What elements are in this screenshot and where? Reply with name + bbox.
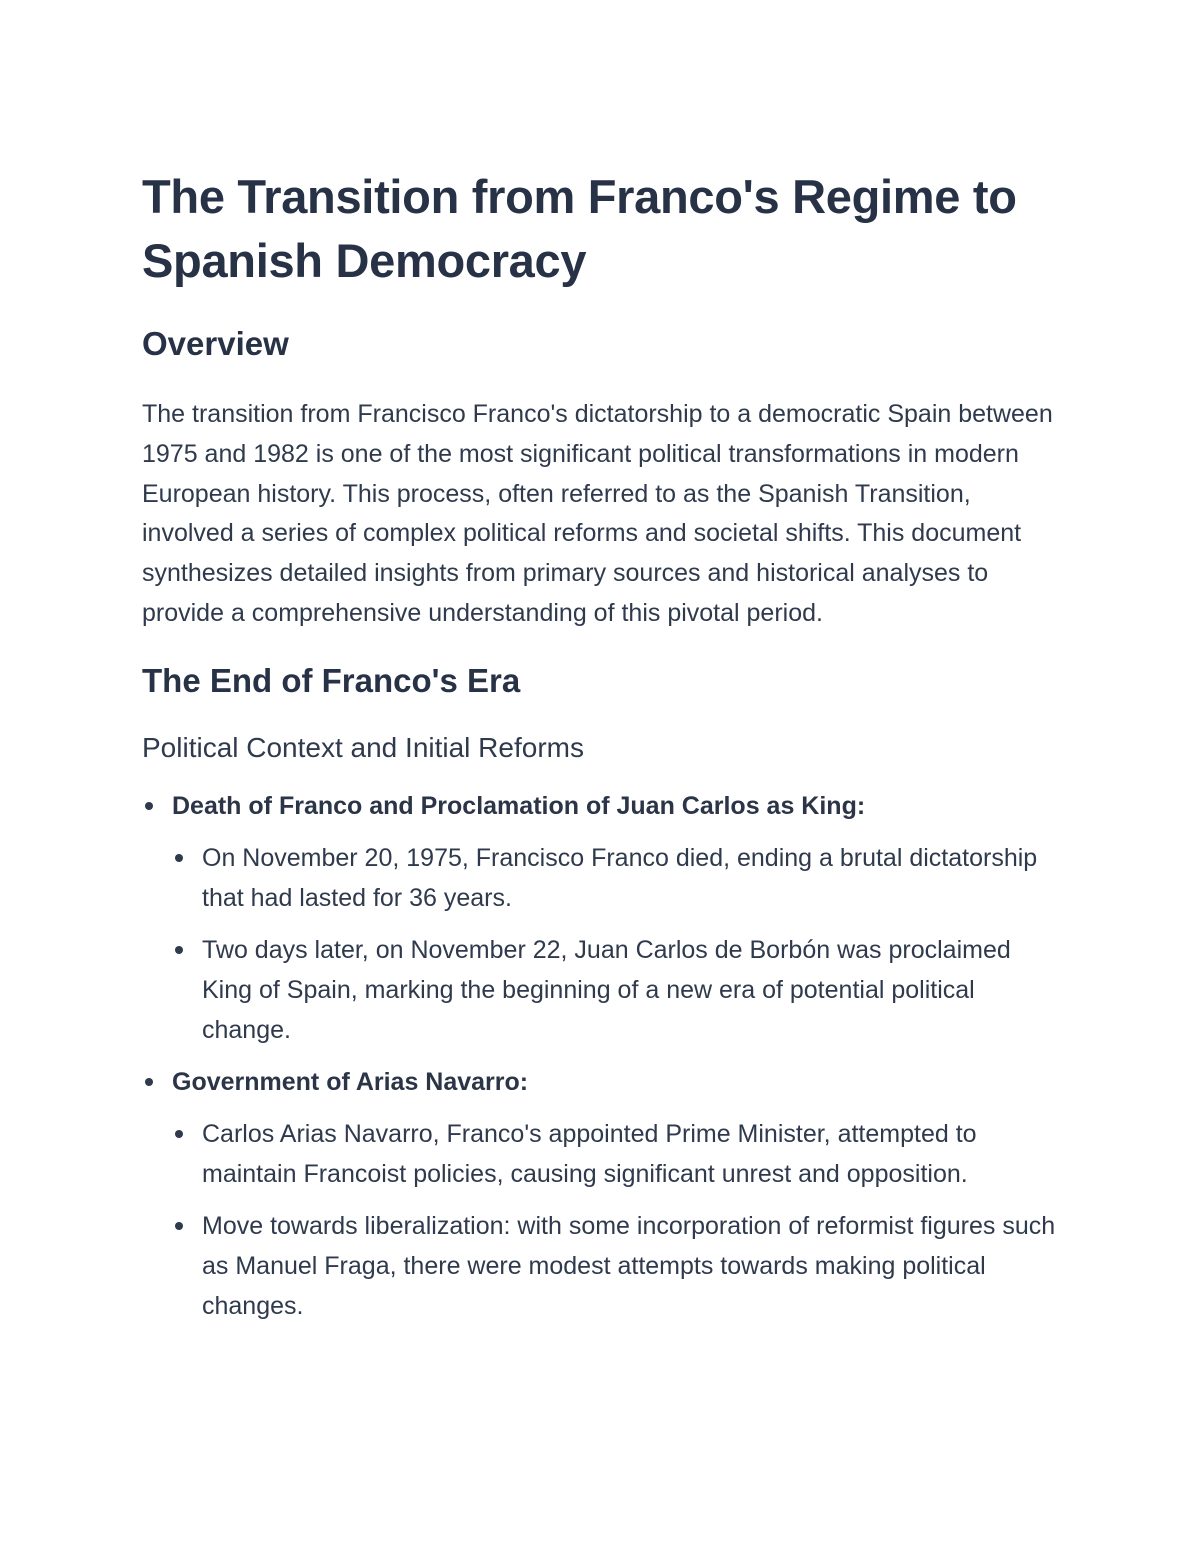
document-title: The Transition from Franco's Regime to Spanish Democracy xyxy=(142,170,1017,287)
overview-heading: Overview xyxy=(142,325,289,362)
list-group-title: Death of Franco and Proclamation of Juan Carlos as King: xyxy=(172,791,866,820)
bullet-dot-icon xyxy=(175,854,183,862)
list-item xyxy=(142,1062,1060,1326)
overview-paragraph: The transition from Francisco Franco's dictatorship to a democratic Spain between 1975 and 1982 is one of the most significant political transformations in modern European history. This process, often referred to as the Spanish Transition, involved a series of complex political reforms and societal shifts. This document synthesizes detailed insights from primary sources and historical analyses to provide a comprehensive understanding of this pivotal period. xyxy=(142,400,1053,627)
nested-list-item xyxy=(172,838,1060,918)
list-item xyxy=(142,786,1060,1050)
nested-list-item xyxy=(172,1206,1060,1326)
list-group-title: Government of Arias Navarro: xyxy=(172,1067,529,1096)
bullet-dot-icon xyxy=(145,802,153,810)
bullet-list xyxy=(142,786,1060,1326)
nested-bullet-list xyxy=(172,1114,1060,1326)
section-heading: The End of Franco's Era xyxy=(142,661,521,699)
nested-list-item-text: Carlos Arias Navarro, Franco's appointed Prime Minister, attempted to maintain Francoist policies, causing significant unrest and opposition. xyxy=(202,1119,977,1188)
bullet-dot-icon xyxy=(175,946,183,954)
bullet-dot-icon xyxy=(145,1078,153,1086)
nested-list-item xyxy=(172,930,1060,1050)
nested-list-item xyxy=(172,1114,1060,1194)
nested-list-item-text: Two days later, on November 22, Juan Carlos de Borbón was proclaimed King of Spain, marking the beginning of a new era of potential political change. xyxy=(202,935,1011,1044)
subsection-heading: Political Context and Initial Reforms xyxy=(142,731,584,763)
bullet-dot-icon xyxy=(175,1222,183,1230)
nested-bullet-list xyxy=(172,838,1060,1050)
bullet-dot-icon xyxy=(175,1130,183,1138)
nested-list-item-text: Move towards liberalization: with some incorporation of reformist figures such as Manuel Fraga, there were modest attempts towards making political changes. xyxy=(202,1211,1056,1320)
nested-list-item-text: On November 20, 1975, Francisco Franco died, ending a brutal dictatorship that had lasted for 36 years. xyxy=(202,843,1038,912)
